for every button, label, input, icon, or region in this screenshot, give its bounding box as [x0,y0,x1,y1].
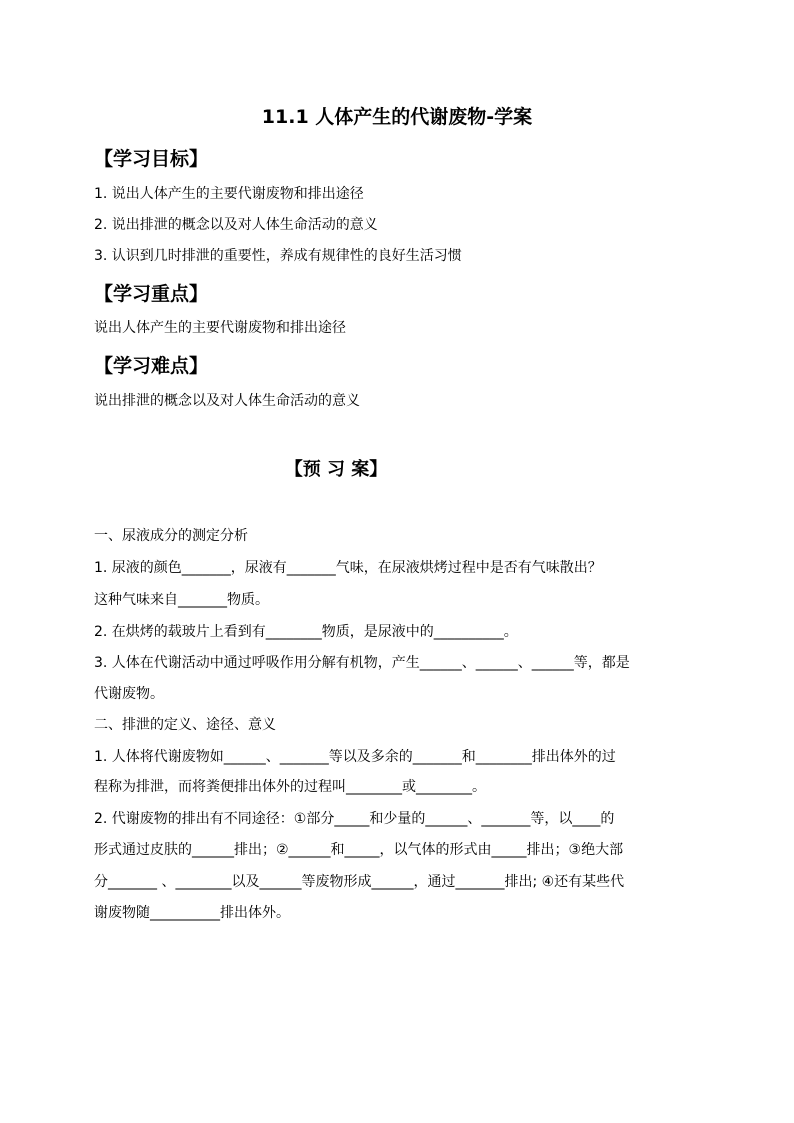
objective-item: 2. 说出排泄的概念以及对人体生命活动的意义 [94,217,378,233]
part1-line: 3. 人体在代谢活动中通过呼吸作用分解有机物，产生______、______、______等，都是 [94,655,630,671]
part2-line: 谢废物随__________排出体外。 [94,905,290,921]
part1-line: 代谢废物。 [94,686,164,702]
difficulties-text: 说出排泄的概念以及对人体生命活动的意义 [94,393,360,409]
part1-line: 1. 尿液的颜色_______，尿液有_______气味，在尿液烘烤过程中是否有气味散出？ [94,560,602,576]
part1-line: 2. 在烘烤的载玻片上看到有________物质，是尿液中的__________。 [94,624,518,640]
part2-line: 程称为排泄，而将粪便排出体外的过程叫________或________。 [94,779,486,795]
part2-line: 分_______ 、________以及______等废物形成______，通过_______排出; ④还有某些代 [94,874,625,890]
part2-line: 1. 人体将代谢废物如______、_______等以及多余的_______和________排出体外的过 [94,749,616,765]
document-title: 11.1 人体产生的代谢废物-学案 [261,106,533,128]
part2-heading: 二、排泄的定义、途径、意义 [94,717,276,733]
part1-line: 这种气味来自_______物质。 [94,592,269,608]
objective-item: 1. 说出人体产生的主要代谢废物和排出途径 [94,186,364,202]
key-points-text: 说出人体产生的主要代谢废物和排出途径 [94,320,346,336]
objectives-heading: 【学习目标】 [94,148,209,170]
part2-line: 2. 代谢废物的排出有不同途径：①部分_____和少量的______、_______等，以____的 [94,811,615,827]
preview-heading: 【预 习 案】 [284,459,388,480]
part2-line: 形式通过皮肤的______排出；②______和_____，以气体的形式由_____排出；③绝大部 [94,842,624,858]
part1-heading: 一、尿液成分的测定分析 [94,528,248,544]
key-points-heading: 【学习重点】 [94,283,209,305]
objective-item: 3. 认识到几时排泄的重要性，养成有规律性的良好生活习惯 [94,248,462,264]
difficulties-heading: 【学习难点】 [94,355,209,377]
